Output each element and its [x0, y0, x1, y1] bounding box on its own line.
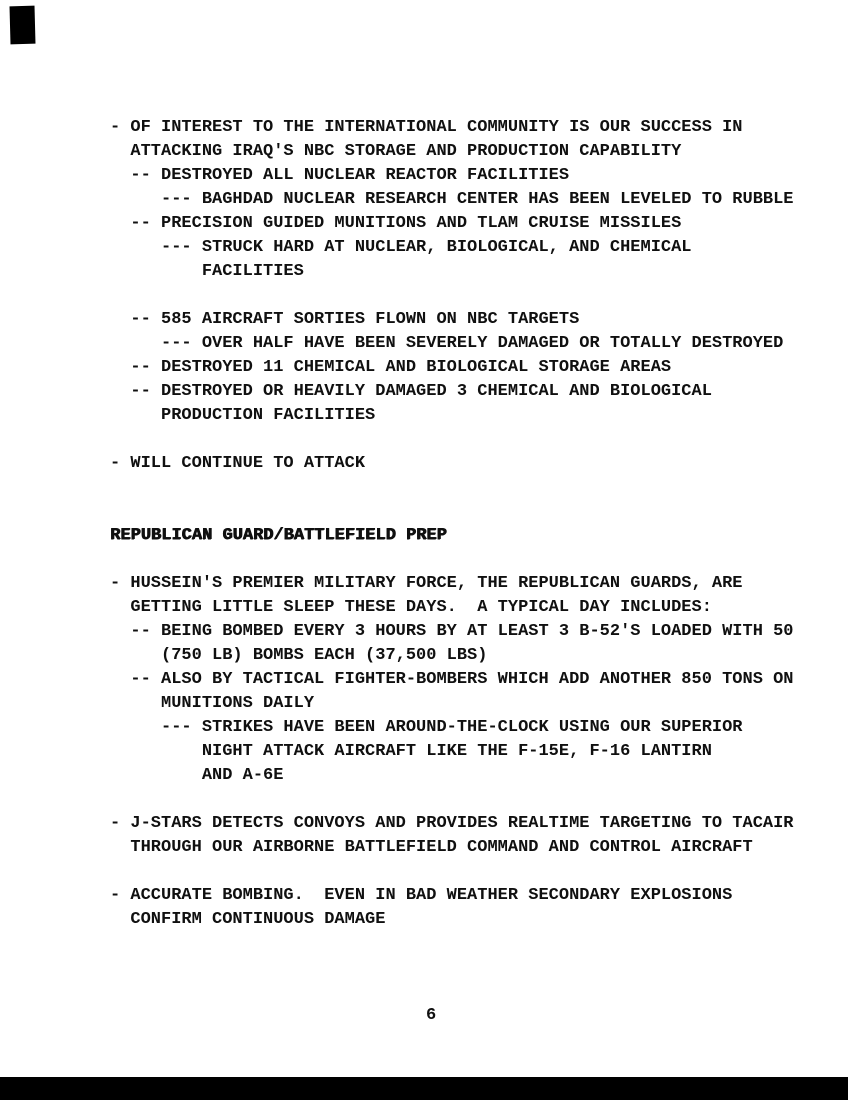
- blank-line: [110, 284, 794, 308]
- scan-artifact-bottom: [0, 1077, 848, 1100]
- blank-line: [110, 548, 794, 572]
- text-line: --- STRUCK HARD AT NUCLEAR, BIOLOGICAL, AND CHEMICAL: [110, 238, 692, 257]
- text-line: AND A-6E: [110, 766, 284, 785]
- text-line: -- DESTROYED ALL NUCLEAR REACTOR FACILITIES: [110, 166, 570, 185]
- text-line: -- 585 AIRCRAFT SORTIES FLOWN ON NBC TARGETS: [110, 310, 580, 329]
- text-line: - OF INTEREST TO THE INTERNATIONAL COMMUNITY IS OUR SUCCESS IN: [110, 118, 743, 137]
- text-line: PRODUCTION FACILITIES: [110, 406, 376, 425]
- blank-line: [110, 428, 794, 452]
- text-line: -- DESTROYED OR HEAVILY DAMAGED 3 CHEMICAL AND BIOLOGICAL: [110, 382, 712, 401]
- text-line: GETTING LITTLE SLEEP THESE DAYS. A TYPICAL DAY INCLUDES:: [110, 598, 712, 617]
- text-line: - ACCURATE BOMBING. EVEN IN BAD WEATHER SECONDARY EXPLOSIONS: [110, 886, 733, 905]
- text-line: -- DESTROYED 11 CHEMICAL AND BIOLOGICAL STORAGE AREAS: [110, 358, 672, 377]
- blank-line: [110, 500, 794, 524]
- text-line: MUNITIONS DAILY: [110, 694, 315, 713]
- text-line: FACILITIES: [110, 262, 304, 281]
- text-line: --- BAGHDAD NUCLEAR RESEARCH CENTER HAS BEEN LEVELED TO RUBBLE: [110, 190, 794, 209]
- text-line: THROUGH OUR AIRBORNE BATTLEFIELD COMMAND AND CONTROL AIRCRAFT: [110, 838, 753, 857]
- section-heading: REPUBLICAN GUARD/BATTLEFIELD PREP: [110, 526, 447, 545]
- blank-line: [110, 788, 794, 812]
- blank-line: [110, 860, 794, 884]
- text-line: -- PRECISION GUIDED MUNITIONS AND TLAM CRUISE MISSILES: [110, 214, 682, 233]
- text-line: -- BEING BOMBED EVERY 3 HOURS BY AT LEAST 3 B-52'S LOADED WITH 50: [110, 622, 794, 641]
- page-number: 6: [426, 1006, 437, 1025]
- text-line: -- ALSO BY TACTICAL FIGHTER-BOMBERS WHICH ADD ANOTHER 850 TONS ON: [110, 670, 794, 689]
- text-line: ATTACKING IRAQ'S NBC STORAGE AND PRODUCTION CAPABILITY: [110, 142, 682, 161]
- text-line: - J-STARS DETECTS CONVOYS AND PROVIDES REALTIME TARGETING TO TACAIR: [110, 814, 794, 833]
- text-line: - WILL CONTINUE TO ATTACK: [110, 454, 366, 473]
- text-line: --- STRIKES HAVE BEEN AROUND-THE-CLOCK USING OUR SUPERIOR: [110, 718, 743, 737]
- scan-artifact-top-left: [10, 6, 36, 45]
- text-line: (750 LB) BOMBS EACH (37,500 LBS): [110, 646, 488, 665]
- document-text: [110, 116, 794, 932]
- text-line: CONFIRM CONTINUOUS DAMAGE: [110, 910, 386, 929]
- text-line: --- OVER HALF HAVE BEEN SEVERELY DAMAGED OR TOTALLY DESTROYED: [110, 334, 784, 353]
- blank-line: [110, 476, 794, 500]
- text-line: - HUSSEIN'S PREMIER MILITARY FORCE, THE REPUBLICAN GUARDS, ARE: [110, 574, 743, 593]
- text-line: NIGHT ATTACK AIRCRAFT LIKE THE F-15E, F-16 LANTIRN: [110, 742, 712, 761]
